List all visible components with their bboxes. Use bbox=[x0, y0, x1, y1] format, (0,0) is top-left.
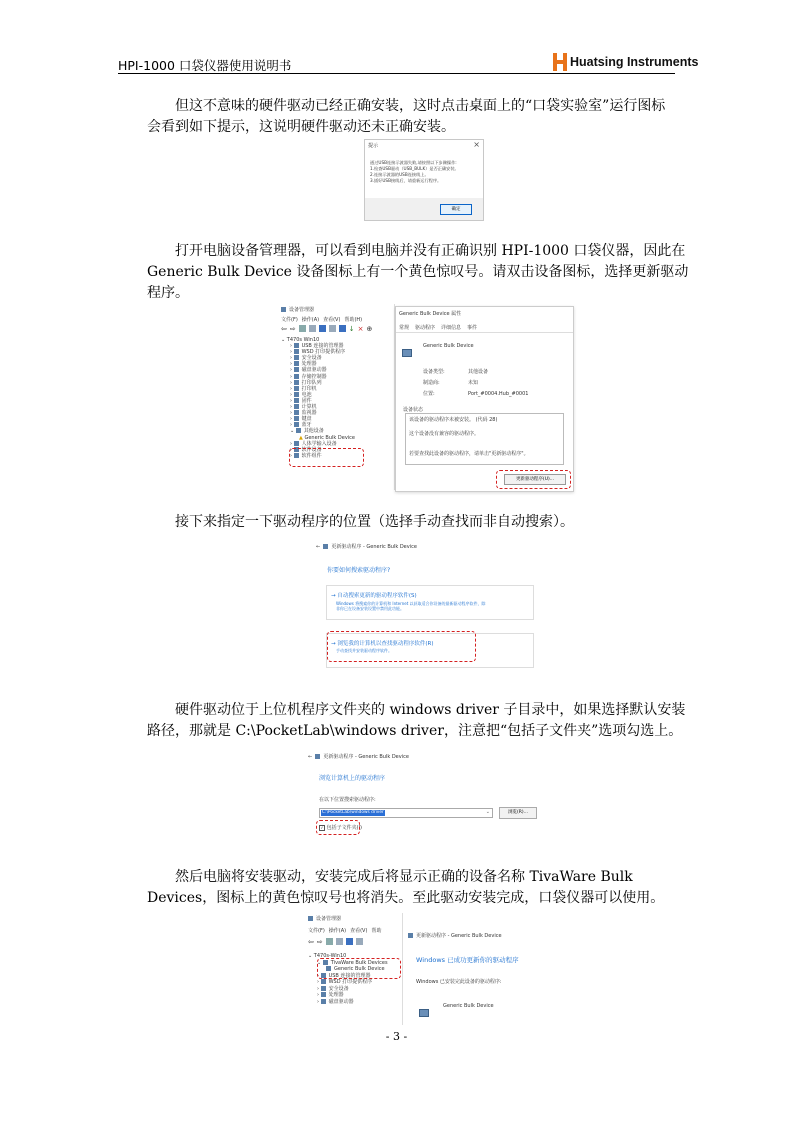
dialog-line: 1.检查USB驱动（USB_BULK）是否正确安装。 bbox=[370, 166, 459, 171]
add-icon[interactable]: ⊕ bbox=[366, 325, 373, 333]
browse-button[interactable]: 浏览(R)... bbox=[499, 807, 537, 819]
chevron-down-icon[interactable]: ⌄ bbox=[308, 953, 314, 959]
device-manager-window bbox=[278, 304, 395, 490]
tree-item[interactable]: › 安全设备 bbox=[290, 355, 322, 362]
device-name: Generic Bulk Device bbox=[443, 1003, 494, 1009]
device-manager-icon bbox=[308, 916, 313, 921]
device-manager-icon bbox=[281, 307, 286, 312]
checkbox-label: 包括子文件夹(I) bbox=[326, 825, 362, 831]
tree-item-generic-bulk[interactable]: Generic Bulk Device bbox=[317, 966, 388, 973]
update-driver-wizard-search: ← 更新驱动程序 - Generic Bulk Device 你要如何搜索驱动程序? → 自动搜索更新的驱动程序软件(S) Windows 将搜索你的计算机和 Internet 以获取适合你设备的最新驱动程序软件，除 非你已在设备安装设置中禁用此功能。 → 浏览我的计算机以查找驱动程序软件(R) 手动查找并安装驱动程序软件。 bbox=[314, 540, 536, 670]
p5-line-2: Devices，图标上的黄色惊叹号也将消失。至此驱动安装完成，口袋仪器可以使用。 bbox=[147, 890, 665, 906]
huatsing-logo-icon bbox=[553, 53, 569, 71]
tree-root: ⌄ T470s-Win10 bbox=[308, 953, 347, 959]
paragraph-1 bbox=[147, 96, 677, 138]
properties-title: Generic Bulk Device 属性 bbox=[399, 311, 462, 317]
paragraph-4 bbox=[147, 700, 686, 742]
tree-item[interactable]: › WSD 打印提供程序 bbox=[317, 979, 373, 985]
highlight-box bbox=[496, 470, 571, 489]
tree-item[interactable]: › 固件 bbox=[290, 397, 312, 404]
device-name: Generic Bulk Device bbox=[423, 343, 474, 349]
chevron-down-icon[interactable]: ⌄ bbox=[485, 809, 490, 815]
chevron-down-icon[interactable]: ⌄ bbox=[281, 337, 287, 343]
wizard-heading: 你要如何搜索驱动程序? bbox=[327, 567, 391, 574]
device-icon bbox=[408, 933, 413, 938]
back-arrow-icon[interactable]: ← bbox=[316, 544, 321, 550]
highlight-box bbox=[317, 958, 401, 979]
forward-icon[interactable]: ⇨ bbox=[316, 938, 323, 946]
p3-line-1: 接下来指定一下驱动程序的位置（选择手动查找而非自动搜索）。 bbox=[175, 514, 574, 530]
tree-item-tivaware[interactable]: ⌄ TivaWare Bulk Devices bbox=[317, 959, 388, 966]
highlight-box bbox=[327, 631, 476, 662]
status-box: 该设备的驱动程序未被安装。 (代码 28) 这个设备没有兼容的驱动程序。 若要查找此设备的驱动程序，请单击"更新驱动程序"。 bbox=[405, 413, 564, 465]
success-subtext: Windows 已安装完此设备的驱动程序: bbox=[416, 979, 502, 985]
update-driver-icon[interactable]: ↓ bbox=[348, 325, 355, 333]
p2-line-1: 打开电脑设备管理器，可以看到电脑并没有正确识别 HPI-1000 口袋仪器，因此在 bbox=[175, 243, 686, 259]
auto-search-option[interactable]: → 自动搜索更新的驱动程序软件(S) Windows 将搜索你的计算机和 Internet 以获取适合你设备的最新驱动程序软件，除 非你已在设备安装设置中禁用此功能。 bbox=[326, 585, 534, 620]
tab-details[interactable]: 详细信息 bbox=[441, 325, 462, 331]
p1-line-1: 但这不意味的硬件驱动已经正确安装，这时点击桌面上的“口袋实验室”运行图标 bbox=[175, 98, 666, 114]
p1-line-2: 会看到如下提示，这说明硬件驱动还未正确安装。 bbox=[147, 119, 455, 135]
tree-item[interactable]: › 键盘 bbox=[290, 416, 312, 423]
success-heading: Windows 已成功更新你的驱动程序 bbox=[416, 956, 519, 964]
list-icon[interactable] bbox=[336, 938, 343, 945]
tree-item[interactable]: › USB 连接的管理器 bbox=[290, 343, 344, 350]
tree-item[interactable]: › 处理器 bbox=[290, 361, 317, 368]
device-icon bbox=[323, 544, 328, 549]
device-icon bbox=[315, 754, 320, 759]
device-tree bbox=[281, 337, 355, 459]
update-success-window: 更新驱动程序 - Generic Bulk Device Windows 已成功更新你的驱动程序 Windows 已安装完此设备的驱动程序: Generic Bulk Device bbox=[406, 923, 556, 1023]
properties-icon[interactable] bbox=[299, 325, 306, 332]
uninstall-icon[interactable]: × bbox=[357, 325, 364, 333]
menu-view[interactable]: 查看(V) bbox=[350, 928, 368, 934]
page-number: - 3 - bbox=[385, 1030, 408, 1043]
device-icon bbox=[402, 342, 412, 361]
dialog-line: 2.连接示波器的USB连接线上。 bbox=[370, 172, 429, 177]
scan-icon[interactable] bbox=[329, 325, 336, 332]
tree-item[interactable]: › USB 连接的管理器 bbox=[317, 972, 371, 979]
tree-item[interactable]: › WSD 打印提供程序 bbox=[290, 349, 346, 356]
status-label: 设备状态 bbox=[403, 407, 424, 413]
p2-line-3: 程序。 bbox=[147, 285, 189, 301]
tree-item[interactable]: › 监视器 bbox=[290, 410, 317, 417]
highlight-box bbox=[289, 448, 364, 467]
device-manager-window-2: 设备管理器 文件(F) 操作(A) 查看(V) 帮助 ⇦ ⇨ ⌄ T470s-Win10 ⌄ TivaWare Bulk Devices Generic Bulk Device › USB 连接的管理器 › WSD 打印提供程序 › 安全设备 › 处理器 › 磁盘驱动器 bbox=[306, 913, 403, 1025]
tab-general[interactable]: 常规 bbox=[399, 325, 410, 331]
menu-file[interactable]: 文件(F) bbox=[308, 928, 325, 934]
wizard-heading: 浏览计算机上的驱动程序 bbox=[319, 775, 386, 782]
tab-driver[interactable]: 驱动程序 bbox=[415, 325, 436, 331]
monitor-icon[interactable] bbox=[339, 325, 346, 332]
tree-item[interactable]: › 打印机 bbox=[290, 385, 317, 392]
tree-item[interactable]: › 磁盘驱动器 bbox=[317, 998, 354, 1005]
browse-option[interactable]: → 浏览我的计算机以查找驱动程序软件(R) 手动查找并安装驱动程序软件。 bbox=[326, 633, 534, 668]
p5-line-1: 然后电脑将安装驱动，安装完成后将显示正确的设备名称 TivaWare Bulk bbox=[175, 869, 633, 885]
tree-item[interactable]: › 软件组件 bbox=[290, 452, 322, 459]
tree-item[interactable]: › 打印队列 bbox=[290, 379, 322, 386]
menu-action[interactable]: 操作(A) bbox=[301, 317, 320, 323]
path-input[interactable] bbox=[319, 808, 493, 818]
tree-item[interactable]: ⌄ 其他设备 bbox=[290, 428, 324, 435]
window-title: 设备管理器 bbox=[289, 307, 315, 313]
properties-window: Generic Bulk Device 属性 常规 驱动程序 详细信息 事件 Generic Bulk Device 设备类型: 其他设备 制造商: 未知 位置: Port_#0004.Hub_#0001 设备状态 该设备的驱动程序未被安装。 (代码 28) 这个设备没有兼容的驱动程序。 若要查找此设备的驱动程序，请单击"更新驱动程序"。 更新驱动程序(U)... bbox=[395, 306, 574, 492]
scan-icon[interactable] bbox=[356, 938, 363, 945]
tree-root: ⌄ T470s Win10 bbox=[281, 337, 320, 343]
tree-item[interactable]: › 磁盘驱动器 bbox=[290, 367, 327, 374]
menu-help[interactable]: 帮助 bbox=[371, 928, 382, 934]
dialog-line: 通过USB连接示波器失败,请按照以下步骤操作: bbox=[370, 160, 457, 165]
close-icon[interactable]: × bbox=[473, 140, 480, 149]
forward-icon[interactable]: ⇨ bbox=[289, 325, 296, 333]
dialog-title: 提示 bbox=[368, 143, 379, 149]
tree-item[interactable]: › 计算机 bbox=[290, 404, 317, 411]
highlight-box bbox=[316, 820, 360, 835]
tree-item[interactable]: › 人体学输入设备 bbox=[290, 440, 337, 447]
tree-item[interactable]: › 蓝牙 bbox=[290, 422, 312, 429]
tree-item[interactable]: › 处理器 bbox=[317, 992, 344, 998]
p4-line-1: 硬件驱动位于上位机程序文件夹的 windows driver 子目录中，如果选择默认安装 bbox=[175, 702, 686, 718]
menu-help[interactable]: 帮助(H) bbox=[344, 317, 363, 323]
p4-line-2: 路径，那就是 C:\PocketLab\windows driver，注意把“包括子文件夹”选项勾选上。 bbox=[147, 723, 683, 739]
menu-file[interactable]: 文件(F) bbox=[281, 317, 298, 323]
document-title: HPI-1000 口袋仪器使用说明书 bbox=[118, 58, 292, 73]
help-icon[interactable] bbox=[319, 325, 326, 332]
toolbar bbox=[281, 325, 372, 333]
back-icon[interactable]: ⇦ bbox=[308, 938, 314, 946]
tree-item[interactable]: › 存储控制器 bbox=[290, 373, 327, 380]
include-subfolders-checkbox[interactable]: ✓ bbox=[320, 824, 324, 830]
path-value: C:\PocketLab\windows driver bbox=[322, 810, 384, 815]
p2-line-2: Generic Bulk Device 设备图标上有一个黄色惊叹号。请双击设备图标，选择更新驱动 bbox=[147, 264, 689, 280]
toolbar bbox=[308, 938, 363, 946]
paragraph-3 bbox=[147, 512, 677, 533]
header-rule bbox=[118, 73, 675, 74]
dialog-line: 3.插好USB接线后，请重新运行程序。 bbox=[370, 178, 442, 183]
properties-icon[interactable] bbox=[326, 938, 333, 945]
brand-logo bbox=[553, 53, 699, 71]
menu-view[interactable]: 查看(V) bbox=[323, 317, 341, 323]
tree-item[interactable]: › 软件设备 bbox=[290, 446, 322, 453]
tab-events[interactable]: 事件 bbox=[467, 325, 478, 331]
tree-item[interactable]: › 安全设备 bbox=[317, 985, 349, 992]
menu-action[interactable]: 操作(A) bbox=[328, 928, 347, 934]
error-dialog bbox=[364, 139, 484, 221]
warning-icon: ▲ bbox=[299, 434, 303, 441]
tree-item[interactable]: › 电池 bbox=[290, 391, 312, 398]
update-driver-wizard-browse: ← 更新驱动程序 - Generic Bulk Device 浏览计算机上的驱动程序 在以下位置搜索驱动程序: C:\PocketLab\windows driver ⌄ 浏览(R)... ✓ 包括子文件夹(I) bbox=[306, 750, 542, 840]
back-icon[interactable]: ⇦ bbox=[281, 325, 287, 333]
update-driver-button[interactable]: 更新驱动程序(U)... bbox=[504, 474, 566, 485]
paragraph-5 bbox=[147, 867, 677, 909]
ok-button[interactable]: 确定 bbox=[440, 204, 472, 215]
help-icon[interactable] bbox=[346, 938, 353, 945]
field-label: 在以下位置搜索驱动程序: bbox=[319, 797, 376, 803]
tree-item-generic-bulk[interactable]: ▲ Generic Bulk Device bbox=[299, 434, 356, 441]
device-icon bbox=[419, 1002, 429, 1021]
paragraph-2 bbox=[147, 241, 689, 304]
list-icon[interactable] bbox=[309, 325, 316, 332]
back-arrow-icon[interactable]: ← bbox=[308, 754, 313, 760]
brand-name: Huatsing Instruments bbox=[570, 55, 699, 69]
